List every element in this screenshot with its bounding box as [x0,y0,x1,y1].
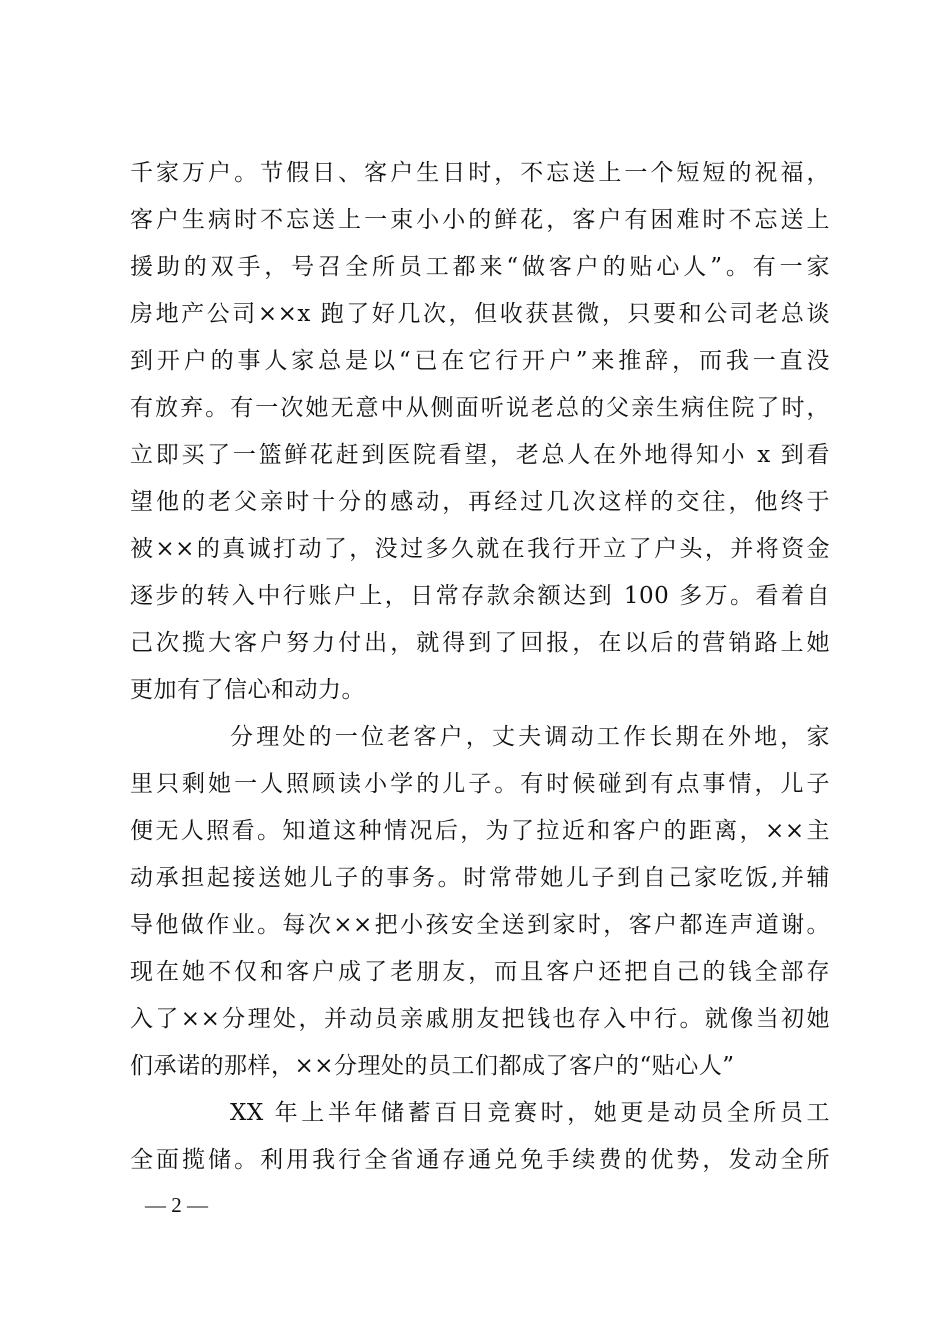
paragraph-3 [130,1090,830,1184]
text-line: 逐步的转入中行账户上，日常存款余额达到 100 多万。看着自 [130,583,830,609]
text-line: 望他的老父亲时十分的感动，再经过几次这样的交往，他终于 [130,489,830,515]
text-line: 入了××分理处，并动员亲戚朋友把钱也存入中行。就像当初她 [130,1006,830,1032]
paragraph-2 [130,714,830,1090]
text-line: 被××的真诚打动了，没过多久就在我行开立了户头，并将资金 [130,536,830,562]
text-line: 房地产公司××x 跑了好几次，但收获甚微，只要和公司老总谈 [130,301,830,327]
text-line: 援助的双手，号召全所员工都来“做客户的贴心人”。有一家 [130,254,830,280]
text-line: 导他做作业。每次××把小孩安全送到家时，客户都连声道谢。 [130,912,830,938]
text-line: 里只剩她一人照顾读小学的儿子。有时候碰到有点事情，儿子 [130,771,830,797]
text-line: 全面揽储。利用我行全省通存通兑免手续费的优势，发动全所 [130,1147,830,1173]
text-line: 分理处的一位老客户，丈夫调动工作长期在外地，家 [230,724,830,750]
body-text [130,150,830,1184]
text-line: 己次揽大客户努力付出，就得到了回报，在以后的营销路上她 [130,630,830,656]
text-line: 千家万户。节假日、客户生日时，不忘送上一个短短的祝福， [130,160,830,186]
text-line: 客户生病时不忘送上一束小小的鲜花，客户有困难时不忘送上 [130,207,830,233]
page-number: — 2 — [145,1193,208,1217]
text-line: 到开户的事人家总是以“已在它行开户”来推辞，而我一直没 [130,348,830,374]
text-line: 便无人照看。知道这种情况后，为了拉近和客户的距离，××主 [130,818,830,844]
text-line: 有放弃。有一次她无意中从侧面听说老总的父亲生病住院了时， [130,395,830,421]
text-line: 们承诺的那样，××分理处的员工们都成了客户的“贴心人” [130,1053,735,1079]
text-line: 现在她不仅和客户成了老朋友，而且客户还把自己的钱全部存 [130,959,830,985]
text-line: XX 年上半年储蓄百日竞赛时，她更是动员全所员工 [230,1100,830,1126]
text-line: 更加有了信心和动力。 [130,677,365,703]
text-line: 动承担起接送她儿子的事务。时常带她儿子到自己家吃饭,并辅 [130,865,830,891]
text-line: 立即买了一篮鲜花赶到医院看望，老总人在外地得知小 x 到看 [130,442,830,468]
paragraph-1 [130,150,830,714]
